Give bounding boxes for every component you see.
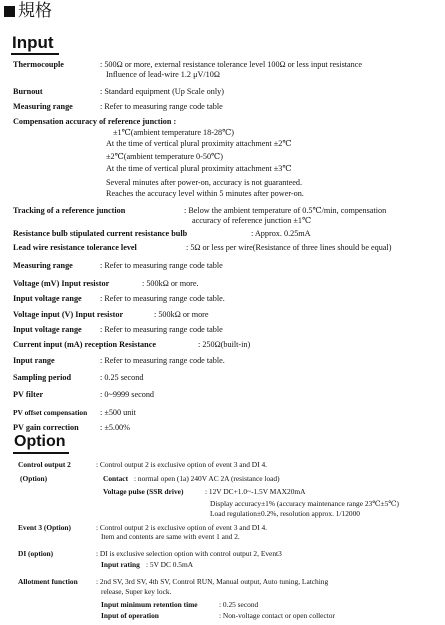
event-3-label: Event 3 (Option) bbox=[18, 523, 71, 532]
load-regulation: Load regulation±0.2%, resolution approx. 1/12000 bbox=[210, 509, 360, 518]
retention-time-label: Input minimum retention time bbox=[101, 600, 198, 609]
pv-gain-value: : ±5.00% bbox=[100, 423, 130, 432]
current-input-value: : 250Ω(built-in) bbox=[198, 340, 251, 349]
allotment-value: : 2nd SV, 3rd SV, 4th SV, Control RUN, Manual output, Auto tuning, Latching bbox=[96, 577, 329, 586]
current-input-label: Current input (mA) reception Resistance bbox=[13, 340, 156, 349]
sampling-period-label: Sampling period bbox=[13, 373, 72, 382]
input-voltage-range-label: Input voltage range bbox=[13, 294, 82, 303]
lead-wire-label: Lead wire resistance tolerance level bbox=[13, 243, 137, 252]
title-square-icon bbox=[4, 6, 15, 17]
compensation-line-2: At the time of vertical plural proximity attachment ±2℃ bbox=[106, 139, 292, 148]
compensation-line-5: Several minutes after power-on, accuracy is not guaranteed. bbox=[106, 178, 303, 187]
input-voltage-range-2-value: : Refer to measuring range code table bbox=[100, 325, 223, 334]
input-heading: Input bbox=[12, 33, 54, 52]
page-title: 規格 bbox=[18, 1, 52, 21]
thermocouple-lead-wire: Influence of lead-wire 1.2 μV/10Ω bbox=[106, 70, 220, 79]
di-value: : DI is exclusive selection option with control output 2, Event3 bbox=[96, 549, 282, 558]
compensation-line-3: ±2℃(ambient temperature 0-50℃) bbox=[106, 152, 223, 161]
contact-value: : normal open (1a) 240V AC 2A (resistance load) bbox=[134, 474, 280, 483]
input-of-operation-label: Input of operation bbox=[101, 611, 159, 620]
voltage-mv-value: : 500kΩ or more. bbox=[142, 279, 199, 288]
display-accuracy: Display accuracy±1% (accuracy maintenance range 23℃±5℃) bbox=[210, 499, 399, 508]
retention-time-value: : 0.25 second bbox=[219, 600, 259, 609]
pv-filter-value: : 0~9999 second bbox=[100, 390, 155, 399]
event-3-value-line-2: Item and contents are same with event 1 and 2. bbox=[101, 532, 240, 541]
input-voltage-range-2-label: Input voltage range bbox=[13, 325, 82, 334]
option-heading: Option bbox=[14, 433, 66, 450]
measuring-range-value: : Refer to measuring range code table bbox=[100, 102, 223, 111]
pv-offset-label: PV offset compensation bbox=[13, 408, 88, 417]
compensation-line-4: At the time of vertical plural proximity attachment ±3℃ bbox=[106, 164, 292, 173]
control-output-2-sub: (Option) bbox=[20, 474, 48, 483]
allotment-value-line-2: release, Super key lock. bbox=[101, 587, 172, 596]
burnout-value: : Standard equipment (Up Scale only) bbox=[100, 87, 224, 96]
contact-label: Contact bbox=[103, 474, 129, 483]
tracking-label: Tracking of a reference junction bbox=[13, 206, 126, 215]
thermocouple-label: Thermocouple bbox=[13, 60, 64, 69]
lead-wire-value: : 5Ω or less per wire(Resistance of three lines should be equal) bbox=[186, 243, 392, 252]
event-3-value: : Control output 2 is exclusive option of event 3 and DI 4. bbox=[96, 523, 267, 532]
measuring-range-label: Measuring range bbox=[13, 102, 73, 111]
input-rating-value: : 5V DC 0.5mA bbox=[146, 560, 194, 569]
voltage-v-value: : 500kΩ or more bbox=[154, 310, 209, 319]
pv-filter-label: PV filter bbox=[13, 390, 44, 399]
thermocouple-value: : 500Ω or more, external resistance tolerance level 100Ω or less input resistance bbox=[100, 60, 363, 69]
voltage-v-label: Voltage input (V) Input resistor bbox=[13, 310, 124, 319]
allotment-label: Allotment function bbox=[18, 577, 78, 586]
option-heading-underline bbox=[13, 452, 69, 454]
resistance-bulb-value: : Approx. 0.25mA bbox=[251, 229, 311, 238]
tracking-value-line-2: accuracy of reference junction ±1℃ bbox=[192, 216, 312, 225]
pv-gain-label: PV gain correction bbox=[13, 423, 79, 432]
control-output-2-label: Control output 2 bbox=[18, 460, 71, 469]
input-of-operation-value: : Non-voltage contact or open collector bbox=[219, 611, 335, 620]
compensation-label: Compensation accuracy of reference junction : bbox=[13, 117, 177, 126]
sampling-period-value: : 0.25 second bbox=[100, 373, 144, 382]
compensation-line-6: Reaches the accuracy level within 5 minutes after power-on. bbox=[106, 189, 304, 198]
input-voltage-range-value: : Refer to measuring range code table. bbox=[100, 294, 225, 303]
measuring-range-2-value: : Refer to measuring range code table bbox=[100, 261, 223, 270]
voltage-pulse-value: : 12V DC+1.0~-1.5V MAX20mA bbox=[205, 487, 306, 496]
measuring-range-2-label: Measuring range bbox=[13, 261, 73, 270]
tracking-value: : Below the ambient temperature of 0.5℃/min, compensation bbox=[184, 206, 387, 215]
voltage-pulse-label: Voltage pulse (SSR drive) bbox=[103, 487, 184, 496]
input-range-value: : Refer to measuring range code table. bbox=[100, 356, 225, 365]
voltage-mv-label: Voltage (mV) Input resistor bbox=[13, 279, 110, 288]
input-heading-underline bbox=[11, 53, 59, 55]
pv-offset-value: : ±500 unit bbox=[100, 408, 136, 417]
compensation-line-1: ±1℃(ambient temperature 18-28℃) bbox=[113, 128, 235, 137]
burnout-label: Burnout bbox=[13, 87, 43, 96]
resistance-bulb-label: Resistance bulb stipulated current resistance bulb bbox=[13, 229, 188, 238]
control-output-2-value: : Control output 2 is exclusive option of event 3 and DI 4. bbox=[96, 460, 267, 469]
input-rating-label: Input rating bbox=[101, 560, 140, 569]
input-range-label: Input range bbox=[13, 356, 55, 365]
di-label: DI (option) bbox=[18, 549, 54, 558]
